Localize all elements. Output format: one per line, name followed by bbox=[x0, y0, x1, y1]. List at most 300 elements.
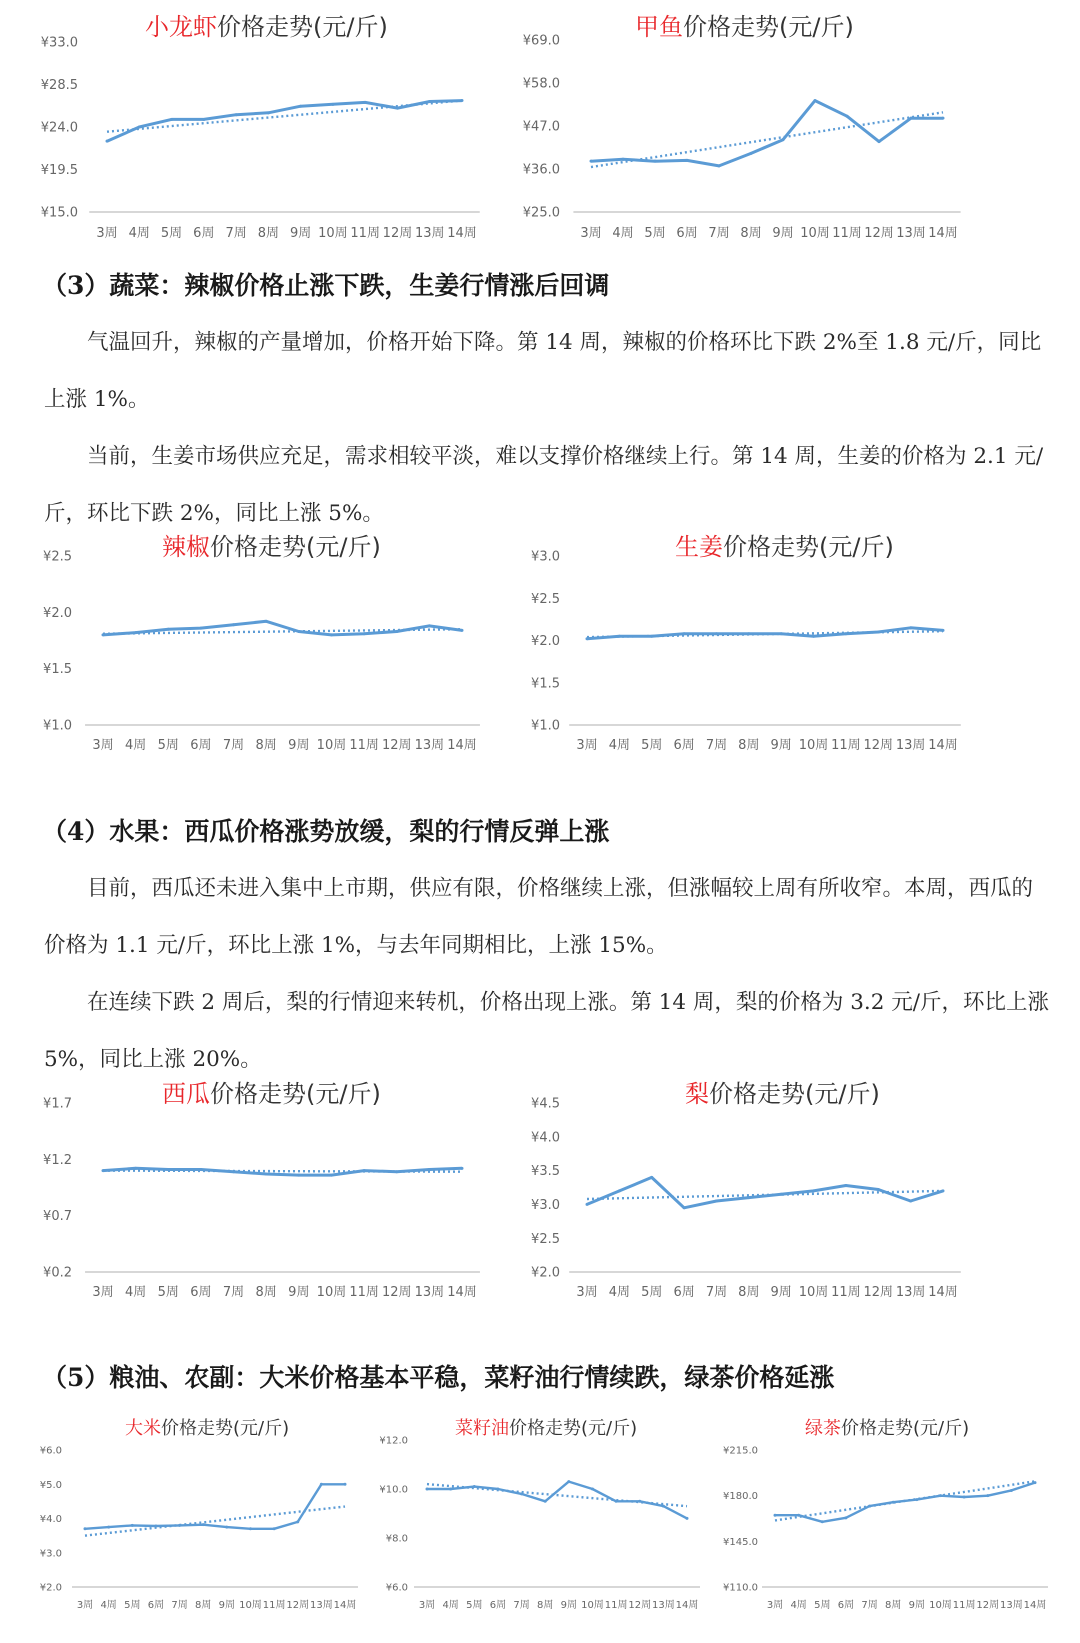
x-tick-label: 3周 bbox=[766, 1600, 784, 1611]
y-tick-label: ¥2.5 bbox=[531, 591, 560, 607]
data-point bbox=[138, 126, 141, 129]
data-point bbox=[428, 1168, 431, 1171]
x-tick-label: 12周 bbox=[863, 738, 894, 753]
x-tick-label: 11周 bbox=[952, 1600, 976, 1611]
x-tick-label: 12周 bbox=[381, 738, 412, 753]
x-tick-label: 4周 bbox=[442, 1600, 459, 1611]
data-point bbox=[963, 1495, 966, 1498]
x-tick-label: 8周 bbox=[738, 1285, 760, 1300]
data-point bbox=[821, 1520, 824, 1523]
data-point bbox=[428, 624, 431, 627]
x-tick-label: 11周 bbox=[262, 1600, 286, 1611]
y-tick-label: ¥2.5 bbox=[531, 1231, 560, 1247]
x-tick-label: 7周 bbox=[705, 738, 728, 753]
chart-title bbox=[455, 1418, 637, 1439]
x-tick-label: 14周 bbox=[1023, 1600, 1047, 1611]
x-tick-label: 3周 bbox=[92, 738, 114, 753]
data-point bbox=[202, 1523, 205, 1526]
data-point bbox=[102, 633, 105, 636]
data-point bbox=[618, 1189, 621, 1192]
chart-title-highlight: 菜籽油 bbox=[455, 1418, 509, 1439]
y-tick-label: ¥215.0 bbox=[723, 1445, 758, 1457]
x-tick-label: 9周 bbox=[770, 738, 792, 753]
x-tick-label: 10周 bbox=[929, 1600, 952, 1611]
data-point bbox=[330, 1174, 333, 1177]
data-point bbox=[232, 623, 235, 626]
price-series-line bbox=[103, 1168, 462, 1175]
x-tick-label: 6周 bbox=[147, 1600, 165, 1611]
data-point bbox=[782, 138, 785, 141]
data-point bbox=[615, 1500, 618, 1503]
data-point bbox=[618, 635, 621, 638]
chart-title-highlight: 大米 bbox=[125, 1418, 161, 1439]
data-point bbox=[909, 626, 912, 629]
x-tick-label: 4周 bbox=[790, 1600, 807, 1611]
y-tick-label: ¥6.0 bbox=[39, 1445, 62, 1457]
x-tick-label: 7周 bbox=[222, 738, 245, 753]
data-point bbox=[686, 1517, 689, 1520]
price-series-line bbox=[103, 621, 462, 635]
data-point bbox=[232, 1170, 235, 1173]
data-point bbox=[473, 1485, 476, 1488]
data-point bbox=[590, 160, 593, 163]
chart-ginger bbox=[520, 525, 1060, 765]
y-tick-label: ¥2.0 bbox=[531, 634, 560, 650]
x-tick-label: 5周 bbox=[157, 738, 179, 753]
x-tick-label: 10周 bbox=[798, 1285, 829, 1300]
data-point bbox=[662, 1505, 665, 1508]
y-tick-label: ¥1.2 bbox=[43, 1152, 72, 1168]
x-tick-label: 5周 bbox=[644, 226, 666, 241]
data-point bbox=[330, 633, 333, 636]
price-series-line bbox=[107, 101, 462, 142]
chart-title bbox=[162, 1080, 381, 1108]
x-tick-label: 9周 bbox=[289, 226, 312, 241]
data-point bbox=[567, 1480, 570, 1483]
y-tick-label: ¥10.0 bbox=[379, 1484, 408, 1496]
data-point bbox=[715, 1200, 718, 1203]
x-tick-label: 14周 bbox=[928, 226, 958, 241]
data-point bbox=[812, 635, 815, 638]
data-point bbox=[942, 629, 945, 632]
x-tick-label: 8周 bbox=[255, 1285, 277, 1300]
data-point bbox=[235, 113, 238, 116]
data-point bbox=[106, 140, 109, 143]
x-tick-label: 6周 bbox=[190, 738, 212, 753]
data-point bbox=[814, 99, 817, 102]
y-tick-label: ¥0.2 bbox=[43, 1265, 72, 1281]
chart-softshell-turtle bbox=[520, 0, 1060, 245]
x-tick-label: 14周 bbox=[333, 1600, 357, 1611]
data-point bbox=[154, 1525, 157, 1528]
chart-title-rest: 价格走势(元/斤) bbox=[161, 1418, 290, 1439]
price-series-line bbox=[587, 628, 943, 639]
x-tick-label: 7周 bbox=[171, 1600, 188, 1611]
x-tick-label: 12周 bbox=[382, 226, 413, 241]
data-point bbox=[299, 105, 302, 108]
data-point bbox=[1034, 1481, 1037, 1484]
x-tick-label: 4周 bbox=[612, 226, 634, 241]
x-tick-label: 9周 bbox=[908, 1600, 926, 1611]
chart-title-highlight: 西瓜 bbox=[162, 1080, 210, 1108]
chart-title-highlight: 绿茶 bbox=[805, 1418, 841, 1439]
data-point bbox=[167, 628, 170, 631]
y-tick-label: ¥6.0 bbox=[385, 1582, 408, 1594]
y-tick-label: ¥145.0 bbox=[723, 1536, 758, 1548]
data-point bbox=[650, 635, 653, 638]
x-tick-label: 4周 bbox=[100, 1600, 117, 1611]
x-tick-label: 3周 bbox=[576, 1285, 598, 1300]
y-tick-label: ¥1.0 bbox=[531, 718, 560, 734]
y-tick-label: ¥15.0 bbox=[40, 205, 78, 221]
data-point bbox=[297, 630, 300, 633]
data-point bbox=[797, 1514, 800, 1517]
data-point bbox=[780, 632, 783, 635]
x-tick-label: 13周 bbox=[414, 1285, 445, 1300]
data-point bbox=[591, 1488, 594, 1491]
data-point bbox=[715, 632, 718, 635]
data-point bbox=[199, 1168, 202, 1171]
data-point bbox=[331, 103, 334, 106]
data-point bbox=[910, 117, 913, 120]
x-tick-label: 10周 bbox=[316, 1285, 347, 1300]
fruit-paragraph-2: 在连续下跌 2 周后，梨的行情迎来转机，价格出现上涨。第 14 周，梨的价格为 3.2 元/斤，环比上涨 5%，同比上涨 20%。 bbox=[44, 990, 1049, 1072]
y-tick-label: ¥5.0 bbox=[39, 1479, 62, 1491]
chart-title-rest: 价格走势(元/斤) bbox=[217, 13, 388, 41]
grain-oil-heading: （5）粮油、农副：大米价格基本平稳，菜籽油行情续跌，绿茶价格延涨 bbox=[42, 1363, 835, 1392]
data-point bbox=[102, 1169, 105, 1172]
y-tick-label: ¥3.0 bbox=[531, 549, 560, 565]
x-tick-label: 12周 bbox=[381, 1285, 412, 1300]
x-tick-label: 9周 bbox=[770, 1285, 792, 1300]
x-tick-label: 13周 bbox=[414, 226, 445, 241]
x-tick-label: 6周 bbox=[837, 1600, 855, 1611]
chart-title-highlight: 小龙虾 bbox=[145, 13, 217, 41]
x-tick-label: 8周 bbox=[740, 226, 762, 241]
y-tick-label: ¥3.0 bbox=[39, 1548, 62, 1560]
x-tick-label: 10周 bbox=[800, 226, 830, 241]
data-point bbox=[364, 101, 367, 104]
x-tick-label: 8周 bbox=[536, 1600, 554, 1611]
y-tick-label: ¥1.5 bbox=[43, 662, 72, 678]
price-series-line bbox=[775, 1483, 1035, 1522]
chart-title-rest: 价格走势(元/斤) bbox=[210, 1080, 381, 1108]
chart-title-rest: 价格走势(元/斤) bbox=[683, 13, 854, 41]
x-tick-label: 7周 bbox=[708, 226, 730, 241]
price-series-line bbox=[591, 101, 943, 166]
x-tick-label: 11周 bbox=[604, 1600, 628, 1611]
chart-watermelon bbox=[0, 1072, 520, 1312]
x-tick-label: 6周 bbox=[676, 226, 698, 241]
y-tick-label: ¥2.0 bbox=[39, 1582, 62, 1594]
chart-title bbox=[685, 1080, 880, 1108]
x-tick-label: 5周 bbox=[157, 1285, 179, 1300]
data-point bbox=[520, 1492, 523, 1495]
data-point bbox=[586, 637, 589, 640]
data-point bbox=[363, 1169, 366, 1172]
chart-title-highlight: 生姜 bbox=[675, 533, 723, 561]
y-tick-label: ¥0.7 bbox=[43, 1209, 72, 1225]
x-tick-label: 9周 bbox=[288, 738, 310, 753]
data-point bbox=[428, 100, 431, 103]
y-tick-label: ¥1.5 bbox=[531, 676, 560, 692]
data-point bbox=[544, 1500, 547, 1503]
x-tick-label: 6周 bbox=[489, 1600, 507, 1611]
x-tick-label: 12周 bbox=[863, 1285, 894, 1300]
x-tick-label: 9周 bbox=[288, 1285, 310, 1300]
data-point bbox=[915, 1498, 918, 1501]
data-point bbox=[167, 1168, 170, 1171]
data-point bbox=[131, 1524, 134, 1527]
chart-title-rest: 价格走势(元/斤) bbox=[709, 1080, 880, 1108]
x-tick-label: 11周 bbox=[831, 738, 861, 753]
x-tick-label: 13周 bbox=[895, 1285, 926, 1300]
x-tick-label: 10周 bbox=[318, 226, 348, 241]
y-tick-label: ¥12.0 bbox=[379, 1435, 408, 1447]
x-tick-label: 8周 bbox=[255, 738, 277, 753]
fruit-paragraph-1: 目前，西瓜还未进入集中上市期，供应有限，价格继续上涨，但涨幅较上周有所收窄。本周，西瓜的价格为 1.1 元/斤，环比上涨 1%，与去年同期相比，上涨 15%。 bbox=[44, 876, 1034, 958]
x-tick-label: 13周 bbox=[414, 738, 445, 753]
y-tick-label: ¥8.0 bbox=[385, 1533, 408, 1545]
x-tick-label: 3周 bbox=[576, 738, 598, 753]
y-tick-label: ¥1.7 bbox=[43, 1096, 72, 1112]
y-tick-label: ¥4.5 bbox=[531, 1096, 560, 1112]
data-point bbox=[449, 1488, 452, 1491]
x-tick-label: 12周 bbox=[286, 1600, 310, 1611]
data-point bbox=[265, 1172, 268, 1175]
data-point bbox=[297, 1174, 300, 1177]
data-point bbox=[942, 117, 945, 120]
x-tick-label: 5周 bbox=[641, 1285, 663, 1300]
fruit-heading: （4）水果：西瓜价格涨势放缓，梨的行情反弹上涨 bbox=[42, 817, 610, 846]
x-tick-label: 14周 bbox=[447, 738, 477, 753]
data-point bbox=[747, 632, 750, 635]
chart-title-rest: 价格走势(元/斤) bbox=[723, 533, 894, 561]
chart-title bbox=[675, 533, 894, 561]
chart-title-highlight: 甲鱼 bbox=[635, 13, 683, 41]
data-point bbox=[249, 1527, 252, 1530]
x-tick-label: 8周 bbox=[257, 226, 280, 241]
x-tick-label: 11周 bbox=[350, 226, 380, 241]
price-series-line bbox=[587, 1177, 943, 1207]
data-point bbox=[942, 1189, 945, 1192]
x-tick-label: 6周 bbox=[193, 226, 215, 241]
x-tick-label: 3周 bbox=[418, 1600, 436, 1611]
x-tick-label: 8周 bbox=[738, 738, 760, 753]
x-tick-label: 14周 bbox=[447, 226, 477, 241]
y-tick-label: ¥180.0 bbox=[723, 1491, 758, 1503]
data-point bbox=[461, 629, 464, 632]
x-tick-label: 11周 bbox=[832, 226, 862, 241]
x-tick-label: 9周 bbox=[772, 226, 794, 241]
x-tick-label: 7周 bbox=[861, 1600, 878, 1611]
y-tick-label: ¥25.0 bbox=[522, 205, 560, 221]
data-point bbox=[426, 1488, 429, 1491]
y-tick-label: ¥3.0 bbox=[531, 1197, 560, 1213]
y-tick-label: ¥33.0 bbox=[40, 35, 78, 51]
y-tick-label: ¥24.0 bbox=[40, 120, 78, 136]
data-point bbox=[170, 118, 173, 121]
x-tick-label: 13周 bbox=[896, 226, 926, 241]
data-point bbox=[638, 1500, 641, 1503]
x-tick-label: 11周 bbox=[349, 1285, 379, 1300]
data-point bbox=[654, 160, 657, 163]
x-tick-label: 13周 bbox=[651, 1600, 675, 1611]
y-tick-label: ¥4.0 bbox=[39, 1514, 62, 1525]
y-tick-label: ¥28.5 bbox=[40, 78, 78, 94]
y-tick-label: ¥2.0 bbox=[531, 1265, 560, 1281]
chart-title-highlight: 辣椒 bbox=[162, 533, 210, 561]
chart-title bbox=[145, 13, 388, 41]
x-tick-label: 4周 bbox=[124, 738, 147, 753]
data-point bbox=[750, 152, 753, 155]
data-point bbox=[178, 1524, 181, 1527]
data-point bbox=[686, 159, 689, 162]
data-point bbox=[344, 1483, 347, 1486]
x-tick-label: 12周 bbox=[864, 226, 894, 241]
chart-title-rest: 价格走势(元/斤) bbox=[509, 1418, 638, 1439]
data-point bbox=[296, 1520, 299, 1523]
vegetables-paragraph-2: 当前，生姜市场供应充足，需求相较平淡，难以支撑价格继续上行。第 14 周，生姜的价格为 2.1 元/斤，环比下跌 2%，同比上涨 5%。 bbox=[44, 444, 1044, 526]
y-tick-label: ¥69.0 bbox=[522, 33, 560, 49]
y-tick-label: ¥58.0 bbox=[522, 76, 560, 92]
x-tick-label: 10周 bbox=[798, 738, 829, 753]
x-tick-label: 4周 bbox=[608, 1285, 631, 1300]
data-point bbox=[1010, 1489, 1013, 1492]
data-point bbox=[265, 620, 268, 623]
chart-rapeseed-oil bbox=[370, 1410, 720, 1643]
chart-pear bbox=[520, 1072, 1060, 1312]
x-tick-label: 5周 bbox=[160, 226, 183, 241]
data-point bbox=[877, 1188, 880, 1191]
data-point bbox=[747, 1196, 750, 1199]
chart-crayfish bbox=[0, 0, 520, 245]
data-point bbox=[396, 107, 399, 110]
x-tick-label: 9周 bbox=[560, 1600, 578, 1611]
x-tick-label: 6周 bbox=[190, 1285, 212, 1300]
x-tick-label: 13周 bbox=[309, 1600, 333, 1611]
x-tick-label: 12周 bbox=[976, 1600, 1000, 1611]
x-tick-label: 8周 bbox=[884, 1600, 902, 1611]
y-tick-label: ¥2.5 bbox=[43, 549, 72, 565]
trend-line bbox=[591, 112, 943, 167]
data-point bbox=[395, 630, 398, 633]
x-tick-label: 5周 bbox=[641, 738, 663, 753]
data-point bbox=[202, 118, 205, 121]
price-series-line bbox=[427, 1482, 687, 1519]
data-point bbox=[320, 1483, 323, 1486]
chart-title-highlight: 梨 bbox=[685, 1080, 709, 1108]
data-point bbox=[134, 631, 137, 634]
data-point bbox=[780, 1193, 783, 1196]
chart-title-rest: 价格走势(元/斤) bbox=[841, 1418, 970, 1439]
x-tick-label: 12周 bbox=[628, 1600, 652, 1611]
x-tick-label: 3周 bbox=[580, 226, 602, 241]
y-tick-label: ¥2.0 bbox=[43, 605, 72, 621]
x-tick-label: 14周 bbox=[928, 1285, 958, 1300]
data-point bbox=[267, 111, 270, 114]
data-point bbox=[892, 1501, 895, 1504]
x-tick-label: 11周 bbox=[349, 738, 379, 753]
data-point bbox=[496, 1488, 499, 1491]
x-tick-label: 6周 bbox=[673, 1285, 695, 1300]
y-tick-label: ¥4.0 bbox=[531, 1130, 560, 1146]
vegetables-heading: （3）蔬菜：辣椒价格止涨下跌，生姜行情涨后回调 bbox=[42, 271, 610, 300]
vegetables-paragraph-1: 气温回升，辣椒的产量增加，价格开始下降。第 14 周，辣椒的价格环比下跌 2%至 1.8 元/斤，同比上涨 1%。 bbox=[44, 330, 1042, 412]
y-tick-label: ¥110.0 bbox=[723, 1582, 758, 1594]
y-tick-label: ¥1.0 bbox=[43, 718, 72, 734]
data-point bbox=[461, 99, 464, 102]
data-point bbox=[844, 632, 847, 635]
x-tick-label: 7周 bbox=[705, 1285, 728, 1300]
x-tick-label: 8周 bbox=[194, 1600, 212, 1611]
data-point bbox=[650, 1176, 653, 1179]
x-tick-label: 13周 bbox=[999, 1600, 1023, 1611]
y-tick-label: ¥19.5 bbox=[40, 163, 78, 179]
x-tick-label: 7周 bbox=[225, 226, 247, 241]
x-tick-label: 5周 bbox=[124, 1600, 141, 1611]
data-point bbox=[774, 1514, 777, 1517]
data-point bbox=[878, 140, 881, 143]
data-point bbox=[134, 1167, 137, 1170]
data-point bbox=[909, 1200, 912, 1203]
x-tick-label: 7周 bbox=[513, 1600, 530, 1611]
data-point bbox=[939, 1494, 942, 1497]
x-tick-label: 9周 bbox=[218, 1600, 236, 1611]
data-point bbox=[844, 1184, 847, 1187]
chart-title bbox=[635, 13, 854, 41]
data-point bbox=[395, 1170, 398, 1173]
chart-green-tea bbox=[720, 1410, 1080, 1643]
chart-title bbox=[125, 1418, 289, 1439]
y-tick-label: ¥47.0 bbox=[522, 119, 560, 135]
chart-rice bbox=[0, 1410, 370, 1643]
x-tick-label: 4周 bbox=[124, 1285, 147, 1300]
x-tick-label: 13周 bbox=[895, 738, 926, 753]
x-tick-label: 4周 bbox=[128, 226, 150, 241]
chart-title-rest: 价格走势(元/斤) bbox=[210, 533, 381, 561]
data-point bbox=[363, 632, 366, 635]
x-tick-label: 5周 bbox=[814, 1600, 831, 1611]
data-point bbox=[107, 1526, 110, 1529]
x-tick-label: 3周 bbox=[76, 1600, 94, 1611]
x-tick-label: 10周 bbox=[581, 1600, 604, 1611]
y-tick-label: ¥3.5 bbox=[531, 1164, 560, 1180]
data-point bbox=[844, 1516, 847, 1519]
data-point bbox=[199, 627, 202, 630]
x-tick-label: 6周 bbox=[673, 738, 695, 753]
x-tick-label: 10周 bbox=[316, 738, 347, 753]
x-tick-label: 5周 bbox=[466, 1600, 483, 1611]
chart-title bbox=[805, 1418, 969, 1439]
x-tick-label: 11周 bbox=[831, 1285, 861, 1300]
data-point bbox=[868, 1505, 871, 1508]
data-point bbox=[461, 1167, 464, 1170]
x-tick-label: 14周 bbox=[675, 1600, 699, 1611]
data-point bbox=[622, 158, 625, 161]
data-point bbox=[812, 1189, 815, 1192]
data-point bbox=[846, 115, 849, 118]
x-tick-label: 10周 bbox=[239, 1600, 262, 1611]
x-tick-label: 14周 bbox=[447, 1285, 477, 1300]
data-point bbox=[273, 1527, 276, 1530]
data-point bbox=[683, 1206, 686, 1209]
data-point bbox=[586, 1203, 589, 1206]
x-tick-label: 4周 bbox=[608, 738, 631, 753]
data-point bbox=[718, 164, 721, 167]
x-tick-label: 3周 bbox=[92, 1285, 114, 1300]
chart-chili bbox=[0, 525, 520, 765]
